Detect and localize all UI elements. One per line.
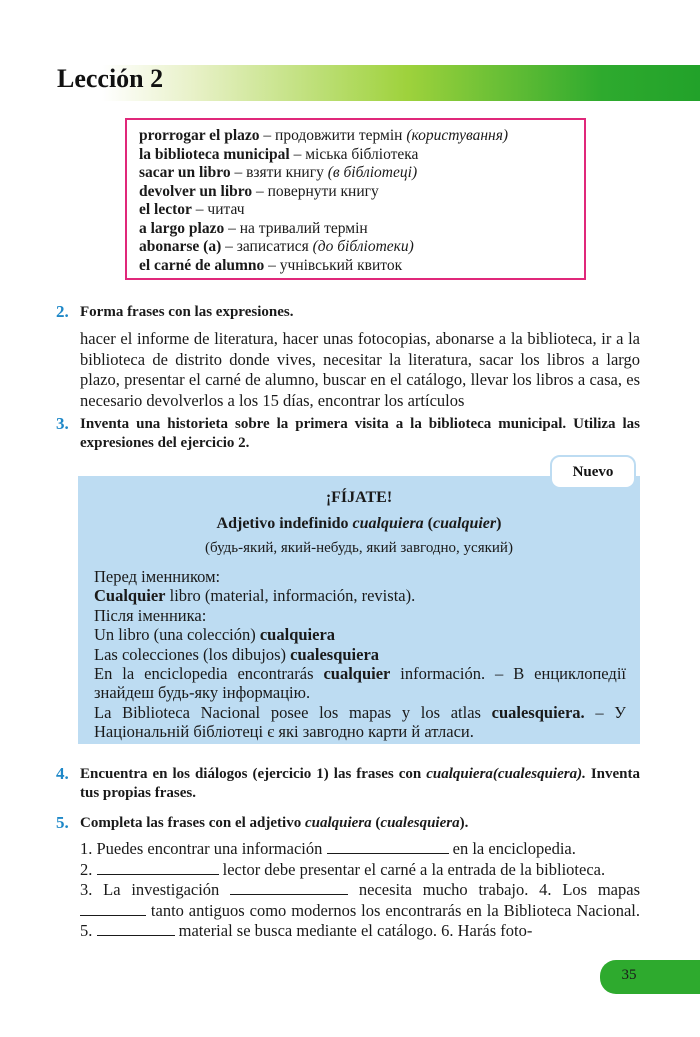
vocab-item: el lector – читач: [139, 201, 245, 218]
grammar-title: ¡FÍJATE!: [325, 489, 393, 506]
answer-blank[interactable]: [80, 901, 146, 916]
grammar-translation: (будь-який, який-небудь, який завгодно, усякий): [205, 540, 513, 556]
grammar-line: Un libro (una colección) cualquiera: [94, 625, 336, 645]
vocab-item: la biblioteca municipal – міська бібліотека: [139, 145, 419, 163]
vocab-translation: на тривалий термін: [239, 219, 368, 237]
sentence-2: 2. lector debe presentar el carné a la entrada de la biblioteca.: [80, 859, 606, 879]
vocab-translation: читач: [207, 201, 245, 218]
grammar-body: [94, 567, 626, 742]
sentence-3-6: 3. La investigación necesita mucho trabajo. 4. Los mapas tanto antiguos como modernos los encontrarás en la Biblioteca Nacional. 5. material se busca mediante el catálogo. 6. Harás foto-: [80, 880, 640, 940]
grammar-line: La Biblioteca Nacional posee los mapas y los atlas cualesquiera. – У Національній бібліотеці є які завгодно карти й атласи.: [94, 702, 626, 742]
vocab-translation: записатися: [236, 238, 313, 255]
grammar-line: Cualquier libro (material, información, revista).: [94, 586, 416, 606]
vocab-spanish: abonarse (a): [139, 238, 222, 255]
vocab-item: el carné de alumno – учнівський квиток: [139, 256, 403, 274]
vocab-item: prorrogar el plazo – продовжити термін (користування): [139, 127, 509, 144]
answer-blank[interactable]: [230, 880, 348, 895]
vocab-translation: продовжити термін: [275, 127, 407, 144]
exercise-5-instruction: Completa las frases con el adjetivo cualquiera (cualesquiera).: [80, 815, 469, 831]
exercise-2-instruction: Forma frases con las expresiones.: [80, 304, 294, 320]
grammar-line: Перед іменником:: [94, 567, 221, 586]
exercise-5-sentences: [80, 839, 640, 942]
vocab-translation: взяти книгу: [246, 164, 328, 181]
vocab-item: devolver un libro – повернути книгу: [139, 182, 379, 200]
vocab-note: (користування): [406, 127, 509, 144]
vocab-spanish: el carné de alumno: [139, 256, 265, 274]
vocab-spanish: devolver un libro: [139, 182, 253, 200]
grammar-line: En la enciclopedia encontrarás cualquier información. – В енциклопедії знайдеш будь-яку інформацію.: [94, 664, 626, 703]
vocab-item: abonarse (a) – записатися (до бібліотеки): [139, 238, 414, 255]
answer-blank[interactable]: [97, 860, 219, 875]
exercise-3-number: 3.: [56, 414, 69, 433]
vocab-spanish: el lector: [139, 201, 192, 218]
exercise-3-instruction: Inventa una historieta sobre la primera visita a la biblioteca municipal. Utiliza las expresiones del ejercicio 2.: [80, 416, 640, 451]
page-number: 35: [621, 967, 637, 983]
vocabulary-box: [125, 118, 586, 280]
exercise-5-number: 5.: [56, 813, 69, 832]
grammar-subtitle: Adjetivo indefinido cualquiera (cualquier): [216, 515, 502, 532]
exercise-4-instruction: Encuentra en los diálogos (ejercicio 1) las frases con cualquiera(cualesquiera). Inventa tus propias frases.: [80, 766, 640, 801]
sentence-1: 1. Puedes encontrar una información en la enciclopedia.: [80, 839, 576, 858]
vocab-spanish: sacar un libro: [139, 164, 231, 181]
exercise-4-number: 4.: [56, 764, 69, 783]
exercise-2-number: 2.: [56, 302, 69, 321]
vocab-translation: повернути книгу: [267, 182, 379, 200]
exercise-2-expressions: hacer el informe de literatura, hacer unas fotocopias, abonarse a la biblioteca, ir a la biblioteca de distrito donde vives, necesitar la literatura, sacar los libros a largo plazo, presentar el carné de alumno, buscar en el catálogo, llevar los libros a casa, es necesario devolverlos a los 15 días, encontrar los artículos: [80, 329, 640, 410]
vocab-spanish: la biblioteca municipal: [139, 145, 290, 163]
grammar-line: Після іменника:: [94, 605, 207, 625]
vocab-spanish: prorrogar el plazo: [139, 127, 260, 144]
vocab-translation: міська бібліотека: [305, 145, 419, 163]
answer-blank[interactable]: [327, 839, 449, 854]
vocab-item: a largo plazo – на тривалий термін: [139, 219, 368, 237]
nuevo-tab: Nuevo: [550, 455, 636, 489]
answer-blank[interactable]: [97, 921, 175, 936]
vocab-note: (в бібліотеці): [327, 164, 418, 181]
vocab-spanish: a largo plazo: [139, 219, 225, 237]
vocab-translation: учнівський квиток: [279, 256, 403, 274]
grammar-line: Las colecciones (los dibujos) cualesquiera: [94, 644, 380, 664]
lesson-title: Lección 2: [57, 64, 164, 93]
vocab-note: (до бібліотеки): [312, 238, 414, 255]
vocab-item: sacar un libro – взяти книгу (в бібліотеці): [139, 164, 418, 181]
